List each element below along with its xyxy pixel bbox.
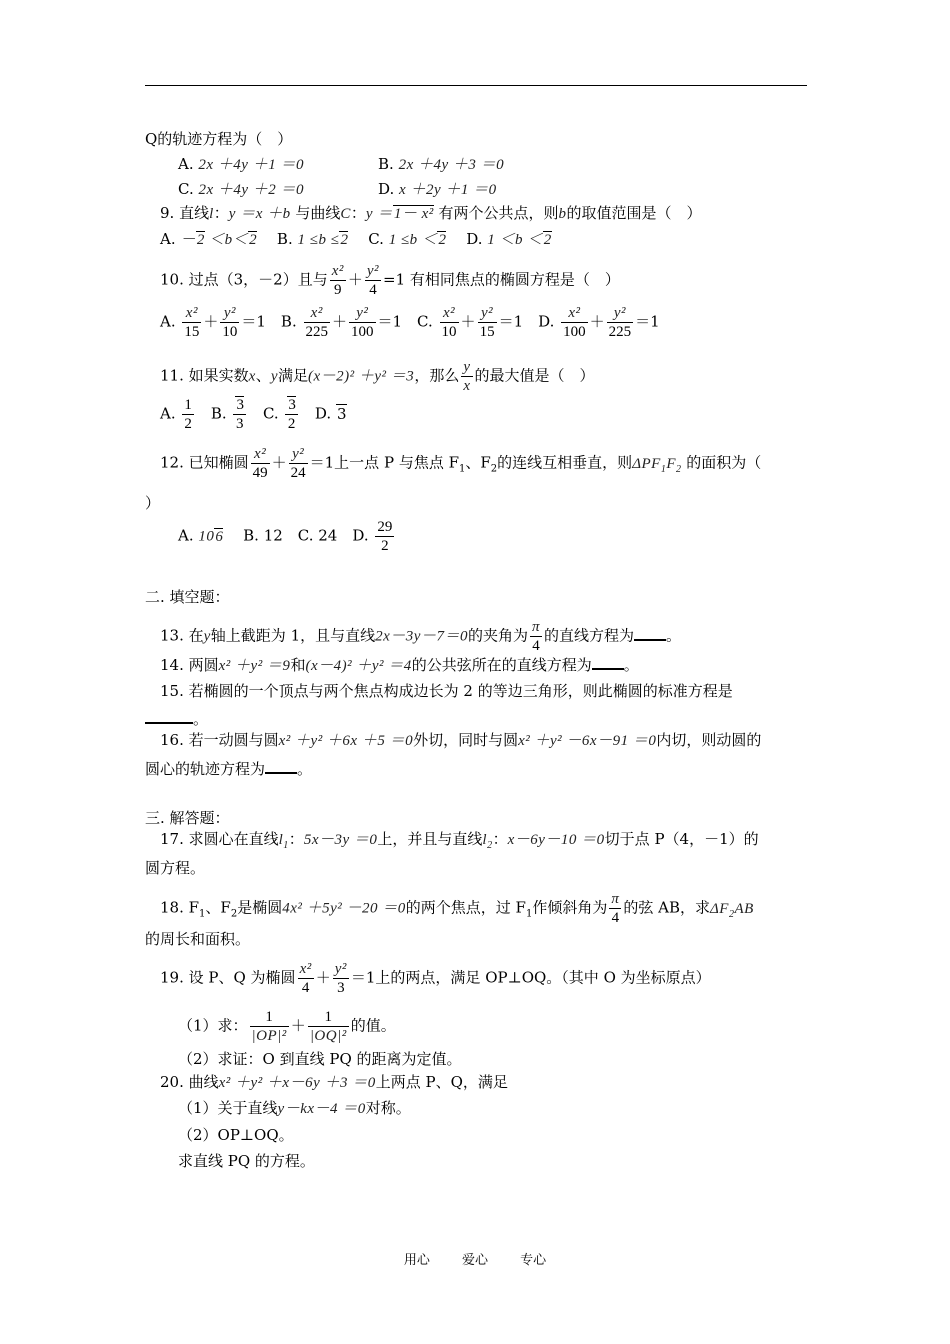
q8-option-b: B. 2x ＋4y ＋3 ＝0 [378,155,505,173]
q11-stem: 11. 如果实数x、y满足(x－2)² ＋y² ＝3，那么 $\frac{y}{x}$ 的最大值是（ ） [160,359,595,394]
q14: 14. 两圆x² ＋y² ＝9和(x－4)² ＋y² ＝4的公共弦所在的直线方程为 。 [160,656,639,674]
q10-options: A. $\frac{\text{x²}}{15}$ ＋ $\frac{\text{y²}}{10}$ ＝1 B. $\frac{\text{x²}}{225}$ ＋ $\frac{\text{y²}}{100}$ ＝1 C. $\frac{\text{x²}}{10}$ ＋ $\frac{\text{y²}}{15}$ ＝1 D. $\frac{\text{x²}}{100}$ ＋ $\frac{\text{y²}}{225}$ ＝1 [160,305,660,340]
footer-word-1: 用心 [403,1253,430,1268]
header-rule [145,85,807,86]
q13: 13. 在y轴上截距为 1，且与直线2x－3y－7＝0的夹角为 $\frac{\pi}{4}$ 的直线方程为 。 [160,619,682,654]
q12-stem: 12. 已知椭圆 $\frac{\text{x²}}{49}$ ＋ $\frac{\text{y²}}{24}$ ＝1上一点 P 与焦点 $F_1$、$F_2$的连线互相垂直，则$\Delta PF_1F_2$ 的面积为（ [160,446,762,481]
section-fill-in-heading: 二. 填空题： [145,588,230,606]
footer-word-2: 爱心 [461,1253,488,1268]
q15-tail: 。 [145,708,208,729]
q20-ask: 求直线 PQ 的方程。 [178,1152,315,1170]
q8-option-c: C. 2x ＋4y ＋2 ＝0 [178,180,305,198]
q20: 20. 曲线x² ＋y² ＋x－6y ＋3 ＝0上两点 P、Q，满足 [160,1073,508,1091]
q15: 15. 若椭圆的一个顶点与两个焦点构成边长为 2 的等边三角形，则此椭圆的标准方程是 [160,682,733,700]
q20-part2: （2）OP⊥OQ。 [178,1126,294,1144]
q17-tail: 圆方程。 [145,859,206,877]
q20-part1: （1）关于直线y－kx－4 ＝0对称。 [178,1099,411,1117]
q9-options: A. －2 ＜b＜2 B. 1 ≤b ≤2 C. 1 ≤b ＜2 D. 1 ＜b ＜2 [160,230,552,248]
q8-stem: Q的轨迹方程为（ ） [145,130,293,148]
q12-stem-tail: ） [145,494,161,512]
q16-tail: 圆心的轨迹方程为 。 [145,760,313,778]
q19-part1: （1）求： $\frac{1}{\text{|OP|²}}$ ＋ $\frac{1}{\text{|OQ|²}}$ 的值。 [178,1009,396,1044]
footer-word-3: 专心 [520,1253,547,1268]
q10-stem: 10. 过点（3，－2）且与 $\frac{\text{x²}}{9}$ ＋ $\frac{\text{y²}}{4}$ =1 有相同焦点的椭圆方程是（ ） [160,263,620,298]
q18: 18. $F_1$、$F_2$是椭圆4x² ＋5y² －20 ＝0的两个焦点，过 $F_1$作倾斜角为 $\frac{\pi}{4}$ 的弦 AB，求$\Delta F_2AB$ [160,891,754,926]
q19: 19. 设 P、Q 为椭圆 $\frac{\text{x²}}{4}$ ＋ $\frac{\text{y²}}{3}$ ＝1上的两点，满足 OP⊥OQ。（其中 O 为坐标原点） [160,961,711,996]
q17: 17. 求圆心在直线$l_1$：5x－3y ＝0上，并且与直线$l_2$：x－6y－10 ＝0切于点 P（4，－1）的 [160,830,759,851]
section-solve-heading: 三. 解答题： [145,809,230,827]
q12-options: A. 106 B. 12 C. 24 D. $\frac{29}{2}$ [178,519,393,554]
q9-stem: 9. 直线l：y ＝x ＋b 与曲线C：y ＝1－ x² 有两个公共点，则b的取值范围是（ ） [160,204,702,222]
q11-options: A. $\frac{1}{2}$ B. $\frac{3}{3}$ C. $\frac{3}{2}$ D. 3 [160,397,347,432]
q8-option-d: D. x ＋2y ＋1 ＝0 [378,180,497,198]
q16: 16. 若一动圆与圆x² ＋y² ＋6x ＋5 ＝0外切，同时与圆x² ＋y² －6x－91 ＝0内切，则动圆的 [160,731,762,749]
q8-option-a: A. 2x ＋4y ＋1 ＝0 [178,155,304,173]
page-footer [0,1249,950,1268]
q18-tail: 的周长和面积。 [145,930,251,948]
q19-part2: （2）求证：O 到直线 PQ 的距离为定值。 [178,1050,462,1068]
